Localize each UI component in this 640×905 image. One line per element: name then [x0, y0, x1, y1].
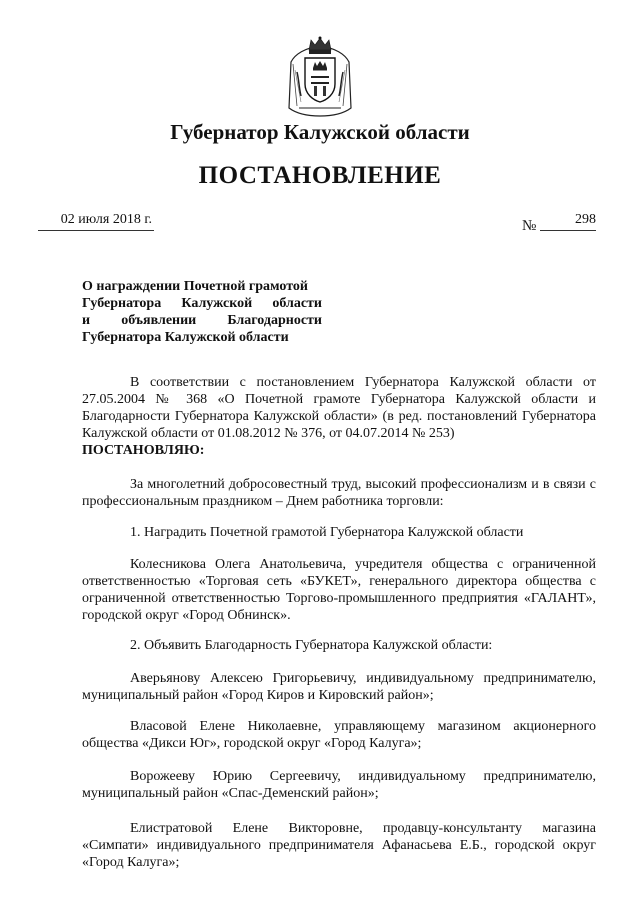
reason-paragraph: За многолетний добросовестный труд, высокий профессионализм и в связи с профессиональным праздником – Днем работника торговли:: [82, 477, 596, 509]
thanks-paragraph-3: Ворожееву Юрию Сергеевичу, индивидуальному предпринимателю, муниципальный район «Спас-Деменский район»;: [82, 769, 596, 801]
heading-line-2: Губернатора Калужской области: [82, 296, 322, 311]
thanks-paragraph-4: Елистратовой Елене Викторовне, продавцу-консультанту магазина «Симпати» индивидуального предпринимателя Афанасьева Е.Б., городской округ «Город Калуга»;: [82, 821, 596, 870]
document-type: ПОСТАНОВЛЕНИЕ: [198, 162, 442, 189]
document-heading: [82, 278, 322, 346]
preamble-paragraph: В соответствии с постановлением Губернатора Калужской области от 27.05.2004 № 368 «О Почетной грамоте Губернатора Калужской области и Благодарности Губернатора Калужской области» (в ред. постановлений Губернатора Калужской области от 01.08.2012 № 376, от 04.07.2014 № 253): [82, 375, 596, 441]
thanks-paragraph-1: Аверьянову Алексею Григорьевичу, индивидуальному предпринимателю, муниципальный район «Город Киров и Кировский район»;: [82, 671, 596, 703]
issuer-title: Губернатор Калужской области: [170, 120, 470, 144]
document-number: 298: [540, 212, 596, 231]
item-2: 2. Объявить Благодарность Губернатора Калужской области:: [130, 638, 493, 653]
decree-word: ПОСТАНОВЛЯЮ:: [82, 443, 205, 458]
document-date: 02 июля 2018 г.: [38, 212, 154, 231]
heading-line-4: Губернатора Калужской области: [82, 330, 289, 345]
heading-line-1: О награждении Почетной грамотой: [82, 279, 308, 294]
awardee-paragraph: Колесникова Олега Анатольевича, учредителя общества с ограниченной ответственностью «Торговая сеть «БУКЕТ», генерального директора общества с ограниченной ответственностью Торгово-промышленного предприятия «ГАЛАНТ», городской округ «Город Обнинск».: [82, 557, 596, 623]
thanks-paragraph-2: Власовой Елене Николаевне, управляющему магазином акционерного общества «Дикси Юг», городской округ «Город Калуга»;: [82, 719, 596, 751]
coat-of-arms-icon: [287, 36, 353, 118]
item-1: 1. Наградить Почетной грамотой Губернатора Калужской области: [130, 525, 524, 540]
number-sign: №: [522, 218, 537, 234]
heading-line-3: и объявлении Благодарности: [82, 313, 322, 328]
